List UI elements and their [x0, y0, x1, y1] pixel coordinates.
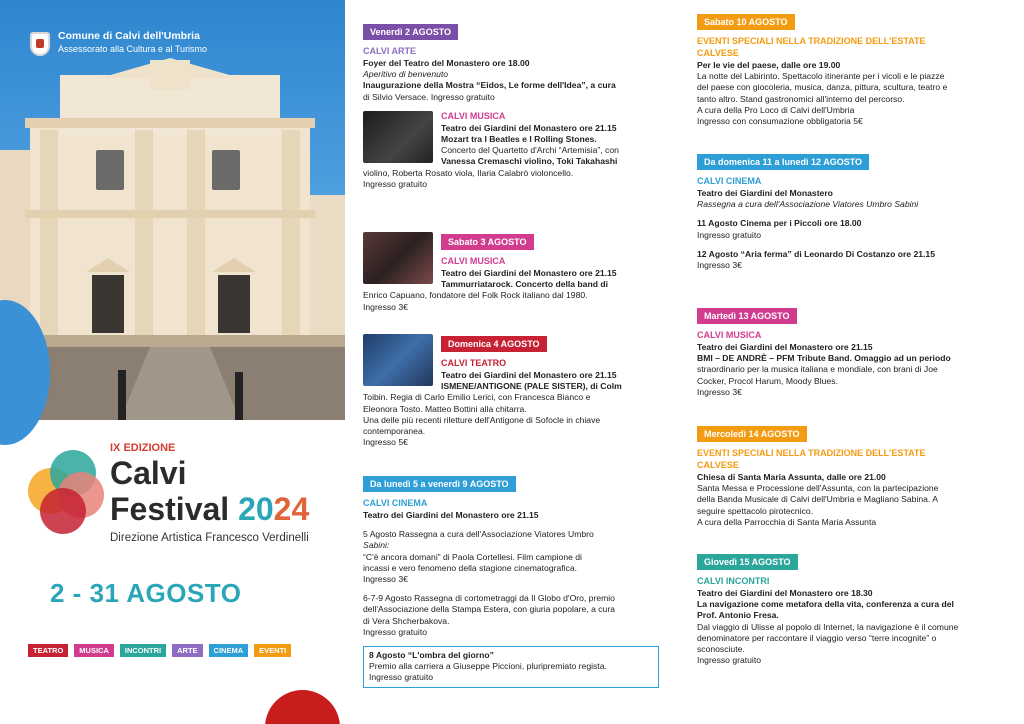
date-badge: Domenica 4 AGOSTO	[441, 336, 547, 352]
event-line: 6-7-9 Agosto Rassegna di cortometraggi da Il Globo d'Oro, premio	[363, 593, 615, 604]
event-line: violino, Roberta Rosato viola, Ilaria Calabrò violoncello.	[363, 167, 574, 178]
event-line: Premio alla carriera a Giuseppe Piccioni, pluripremiato regista.	[369, 661, 607, 672]
category-chip-teatro: TEATRO	[28, 644, 68, 657]
category-chip-incontri: INCONTRI	[120, 644, 166, 657]
event-line: Eleonora Tosto. Matteo Bottini alla chitarra.	[363, 403, 527, 414]
category-title: CALVI ARTE	[363, 46, 416, 56]
festival-year	[238, 491, 309, 527]
event-line: “C'è ancora domani” di Paola Cortellesi. Film campione di	[363, 551, 582, 562]
event-with-photo	[363, 111, 659, 168]
event-venue: Teatro dei Giardini del Monastero ore 21.15	[441, 122, 617, 133]
decor-blob-bottom	[265, 690, 340, 724]
event-line: 5 Agosto Rassegna a cura dell'Associazione Viatores Umbro	[363, 529, 594, 540]
festival-name-word: Festival	[110, 491, 230, 527]
category-title: CALVI MUSICA	[697, 330, 762, 340]
highlight-box	[363, 646, 659, 688]
event-title: 8 Agosto “L'ombra del giorno”	[369, 650, 494, 661]
event-day-14-agosto	[697, 424, 1001, 528]
event-day-10-agosto	[697, 12, 1001, 127]
event-line: contemporanea.	[363, 426, 426, 437]
event-line: 11 Agosto Cinema per i Piccoli ore 18.00	[697, 218, 862, 229]
event-title: ISMENE/ANTIGONE (PALE SISTER), di Colm	[441, 381, 622, 392]
event-days-11-12-agosto	[697, 152, 1001, 271]
event-line: A cura della Pro Loco di Calvi dell'Umbria	[697, 104, 855, 115]
category-chip-cinema: CINEMA	[209, 644, 249, 657]
comune-name: Comune di Calvi dell'Umbria	[58, 30, 200, 42]
date-badge: Mercoledì 14 AGOSTO	[697, 426, 807, 442]
event-venue: Teatro dei Giardini del Monastero ore 18.30	[697, 588, 873, 598]
event-day-15-agosto	[697, 552, 1001, 666]
artistic-direction: Direzione Artistica Francesco Verdinelli	[110, 532, 309, 544]
event-day-4-agosto	[363, 334, 659, 448]
quartet-photo	[363, 111, 433, 163]
event-price: Ingresso gratuito	[363, 178, 428, 189]
event-price: Ingresso 3€	[697, 260, 742, 271]
category-title: CALVESE	[697, 460, 739, 470]
year-part-2: 24	[273, 491, 310, 527]
event-line: Dal viaggio di Ulisse al popolo di Internet, la navigazione è il comune	[697, 621, 959, 632]
program-column-1	[363, 0, 659, 724]
program-column-2	[697, 0, 1001, 724]
event-venue: Per le vie del paese, dalle ore 19.00	[697, 60, 841, 70]
event-title: BMI – DE ANDRÈ – PFM Tribute Band. Omaggio ad un periodo	[697, 353, 951, 364]
date-badge: Venerdì 2 AGOSTO	[363, 24, 458, 40]
category-title: CALVI INCONTRI	[697, 576, 770, 586]
event-line: Santa Messa e Processione dell'Assunta, con la partecipazione	[697, 483, 939, 494]
category-title: CALVI CINEMA	[697, 176, 762, 186]
event-line: Rassegna a cura dell'Associazione Viatores Umbro Sabini	[697, 199, 919, 210]
event-line: dell'Associazione della Stampa Estera, con giuria popolare, a cura	[363, 604, 615, 615]
event-price: Ingresso 3€	[363, 301, 408, 312]
event-line: Prof. Antonio Fresa.	[697, 610, 779, 621]
event-title: Tammurriatarock. Concerto della band di	[441, 279, 608, 290]
event-venue: Foyer del Teatro del Monastero ore 18.00	[363, 58, 530, 68]
event-line: La notte del Labirinto. Spettacolo itinerante per i vicoli e le piazze	[697, 71, 945, 82]
event-line: Cocker, Procol Harum, Moody Blues.	[697, 375, 838, 386]
event-with-photo	[363, 334, 659, 392]
date-badge: Giovedì 15 AGOSTO	[697, 554, 798, 570]
event-venue: Teatro dei Giardini del Monastero ore 21.15	[441, 268, 617, 278]
event-price: Ingresso 5€	[363, 437, 408, 448]
cover-panel	[0, 0, 345, 724]
date-badge: Sabato 3 AGOSTO	[441, 234, 534, 250]
event-line: del paese con giocoleria, musica, danza, pittura, scultura, teatro e	[697, 82, 948, 93]
category-title: CALVESE	[697, 48, 739, 58]
category-title: CALVI MUSICA	[441, 110, 506, 121]
event-price: Ingresso con consumazione obbligatoria 5€	[697, 116, 863, 127]
church-photo	[0, 0, 345, 420]
event-line: Vanessa Cremaschi violino, Toki Takahashi	[441, 156, 618, 167]
event-line: sconosciute.	[697, 644, 745, 655]
event-price: Ingresso gratuito	[369, 672, 434, 683]
year-part-1: 20	[238, 491, 274, 527]
event-line: Toibin. Regia di Carlo Emilio Lerici, con Francesca Bianco e	[363, 392, 591, 403]
event-line: della Banda Musicale di Calvi dell'Umbria e Magliano Sabina. A	[697, 494, 938, 505]
date-badge: Martedì 13 AGOSTO	[697, 308, 797, 324]
category-title: CALVI MUSICA	[441, 256, 506, 266]
event-with-photo	[363, 232, 659, 290]
event-day-3-agosto	[363, 232, 659, 313]
event-title: Mozart tra I Beatles e I Rolling Stones.	[441, 134, 597, 145]
date-badge: Sabato 10 AGOSTO	[697, 14, 795, 30]
event-day-13-agosto	[697, 306, 1001, 398]
event-line: 12 Agosto “Aria ferma” di Leonardo Di Costanzo ore 21.15	[697, 248, 935, 259]
category-chip-musica: MUSICA	[74, 644, 114, 657]
festival-name-line1: Calvi	[110, 455, 187, 491]
event-line: di Silvio Versace. Ingresso gratuito	[363, 91, 495, 102]
event-line: Una delle più recenti riletture dell'Antigone di Sofocle in chiave	[363, 414, 601, 425]
event-title: La navigazione come metafora della vita, conferenza a cura del	[697, 599, 954, 610]
event-line: Concerto del Quartetto d'Archi “Artemisia”, con	[441, 145, 619, 156]
event-line: Aperitivo di benvenuto	[363, 69, 449, 80]
category-title: EVENTI SPECIALI NELLA TRADIZIONE DELL'ESTATE	[697, 448, 926, 458]
event-venue: Teatro dei Giardini del Monastero ore 21.15	[363, 510, 539, 520]
category-chip-eventi: EVENTI	[254, 644, 291, 657]
event-day-2-agosto	[363, 22, 659, 190]
category-title: CALVI CINEMA	[363, 498, 428, 508]
date-badge: Da lunedì 5 a venerdì 9 AGOSTO	[363, 476, 516, 492]
event-venue: Chiesa di Santa Maria Assunta, dalle ore 21.00	[697, 472, 886, 482]
event-days-5-9-agosto	[363, 474, 659, 688]
event-price: Ingresso 3€	[363, 574, 408, 585]
category-legend	[28, 644, 291, 657]
event-line: A cura della Parrocchia di Santa Maria Assunta	[697, 516, 877, 527]
event-venue: Teatro dei Giardini del Monastero	[697, 188, 833, 198]
event-line: incassi e vero fenomeno della stagione cinematografica.	[363, 562, 578, 573]
event-line: straordinario per la musica italiana e mondiale, con brani di Joe	[697, 364, 938, 375]
assessorato: Assessorato alla Cultura e al Turismo	[58, 44, 208, 54]
category-chip-arte: ARTE	[172, 644, 202, 657]
band-photo	[363, 232, 433, 284]
event-line: Enrico Capuano, fondatore del Folk Rock italiano dal 1980.	[363, 290, 588, 301]
event-line: Inaugurazione della Mostra “Eidos, Le forme dell'Idea”, a cura	[363, 80, 616, 91]
event-price: Ingresso gratuito	[697, 655, 762, 666]
event-line: tanto altro. Stand gastronomici all'interno del percorso.	[697, 93, 905, 104]
category-title: CALVI TEATRO	[441, 358, 507, 368]
event-price: Ingresso gratuito	[363, 626, 428, 637]
event-line: di Vera Shcherbakova.	[363, 615, 450, 626]
event-venue: Teatro dei Giardini del Monastero ore 21.15	[697, 342, 873, 352]
edition-label: IX EDIZIONE	[110, 442, 176, 454]
coat-of-arms-icon	[30, 32, 50, 56]
festival-logo-icon	[28, 450, 108, 540]
event-line: Sabini:	[363, 540, 390, 551]
date-badge: Da domenica 11 a lunedì 12 AGOSTO	[697, 154, 869, 170]
festival-name-line2	[110, 493, 309, 525]
category-title: EVENTI SPECIALI NELLA TRADIZIONE DELL'ESTATE	[697, 36, 926, 46]
event-line: seguire spettacolo pirotecnico.	[697, 505, 814, 516]
event-price: Ingresso gratuito	[697, 229, 762, 240]
theatre-photo	[363, 334, 433, 386]
event-line: denominatore per raccontare il viaggio verso “terre incognite” o	[697, 632, 937, 643]
event-price: Ingresso 3€	[697, 386, 742, 397]
festival-dates: 2 - 31 AGOSTO	[50, 578, 242, 608]
event-venue: Teatro dei Giardini del Monastero ore 21.15	[441, 370, 617, 380]
